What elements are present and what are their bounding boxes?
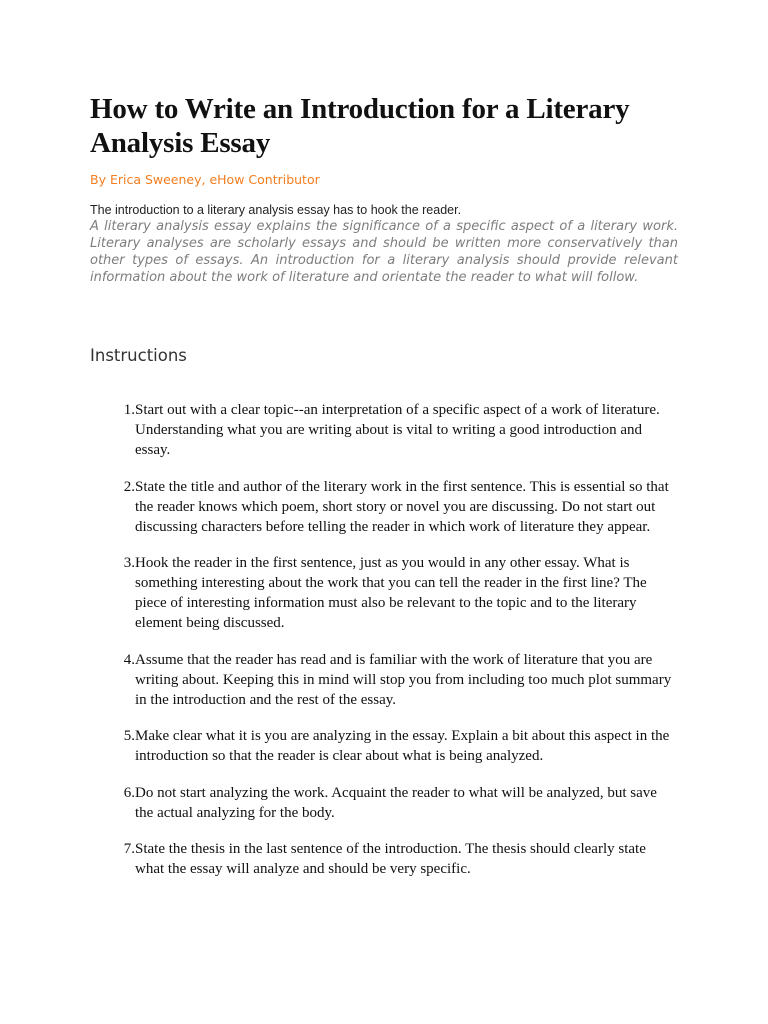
step-number: 3. (123, 555, 135, 571)
list-item (90, 726, 678, 766)
step-number: 4. (123, 651, 135, 668)
list-item (90, 400, 678, 460)
step-number: 1. (123, 402, 135, 418)
article (90, 92, 678, 896)
step-text: Hook the reader in the first sentence, just as you would in any other essay. What is something interesting about the work that you can tell the reader in the first line? The piece of interesting information must also be relevant to the topic and to the literary element being discussed. (135, 555, 647, 631)
step-number: 2. (123, 478, 135, 495)
list-item (90, 783, 678, 823)
step-text: Start out with a clear topic--an interpretation of a specific aspect of a work of literature. Understanding what you are writing about is vital to writing a good introduction and essay. (135, 402, 660, 458)
step-text: Make clear what it is you are analyzing in the essay. Explain a bit about this aspect in the introduction so that the reader is clear about what is being analyzed. (135, 728, 670, 764)
article-title: How to Write an Introduction for a Literary Analysis Essay (90, 93, 630, 159)
article-summary: A literary analysis essay explains the significance of a specific aspect of a literary work. Literary analyses are scholarly essays and should be written more conservatively than other types of essays. An introduction for a literary analysis should provide relevant information about the work of literature and orientate the reader to what will follow. (90, 219, 678, 285)
list-item (90, 839, 678, 879)
step-text: State the title and author of the literary work in the first sentence. This is essential so that the reader knows which poem, short story or novel you are discussing. Do not start out discussing characters before telling the reader in which work of literature they appear. (135, 478, 669, 535)
image-caption: The introduction to a literary analysis essay has to hook the reader. (90, 203, 462, 217)
author-byline[interactable]: By Erica Sweeney, eHow Contributor (90, 172, 320, 187)
step-number: 7. (123, 841, 135, 857)
step-text: State the thesis in the last sentence of the introduction. The thesis should clearly state what the essay will analyze and should be very specific. (135, 841, 646, 877)
list-item (90, 553, 678, 633)
step-text: Assume that the reader has read and is familiar with the work of literature that you are writing about. Keeping this in mind will stop you from including too much plot summary in the introduction and the rest of the essay. (135, 651, 672, 708)
step-text: Do not start analyzing the work. Acquaint the reader to what will be analyzed, but save the actual analyzing for the body. (135, 784, 657, 821)
list-item (90, 477, 678, 537)
step-number: 6. (123, 784, 135, 801)
instructions-list (90, 400, 678, 879)
instructions-heading: Instructions (90, 346, 187, 365)
list-item (90, 650, 678, 710)
step-number: 5. (123, 728, 135, 744)
